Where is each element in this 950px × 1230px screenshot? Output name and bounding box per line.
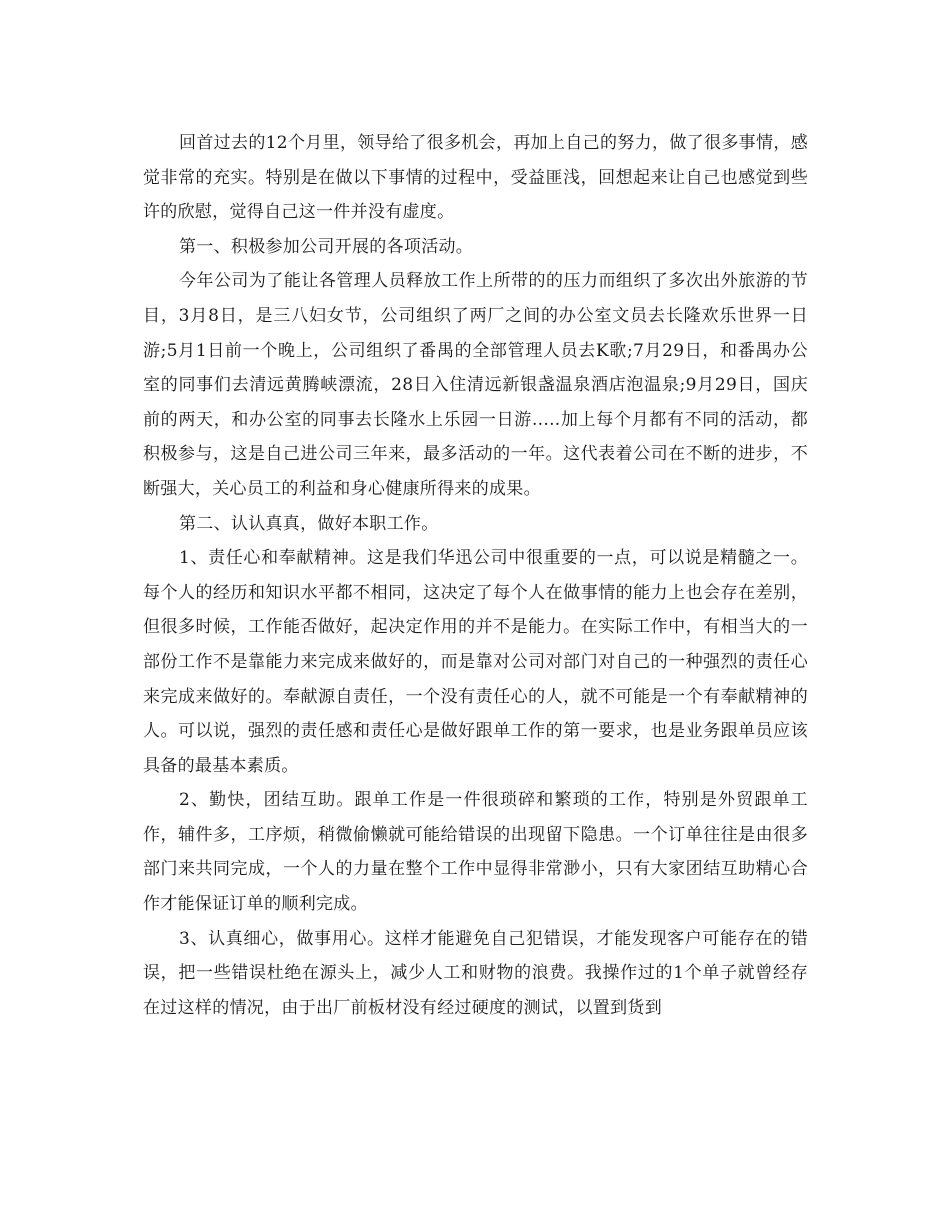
paragraph-responsibility: 1、责任心和奉献精神。这是我们华迅公司中很重要的一点，可以说是精髓之一。每个人的经历和知识水平都不相同，这决定了每个人在做事情的能力上也会存在差别，但很多时候，工作能否做好，起决定作用的并不是能力。在实际工作中，有相当大的一部份工作不是靠能力来完成来做好的，而是靠对公司对部门对自己的一种强烈的责任心来完成来做好的。奉献源自责任，一个没有责任心的人，就不可能是一个有奉献精神的人。可以说，强烈的责任感和责任心是做好跟单工作的第一要求，也是业务跟单员应该具备的最基本素质。 [143,548,808,776]
paragraph-carefulness: 3、认真细心，做事用心。这样才能避免自己犯错误，才能发现客户可能存在的错误，把一些错误杜绝在源头上，减少人工和财物的浪费。我操作过的1个单子就曾经存在过这样的情况，由于出厂前板材没有经过硬度的测试，以置到货到 [143,928,808,1018]
paragraph-teamwork: 2、勤快，团结互助。跟单工作是一件很琐碎和繁琐的工作，特别是外贸跟单工作，辅件多，工序烦，稍微偷懒就可能给错误的出现留下隐患。一个订单往往是由很多部门来共同完成，一个人的力量在整个工作中显得非常渺小，只有大家团结互助精心合作才能保证订单的顺利完成。 [143,790,808,915]
document-page [143,126,808,1025]
paragraph-heading-activities: 第一、积极参加公司开展的各项活动。 [179,236,474,257]
paragraph-intro: 回首过去的12个月里，领导给了很多机会，再加上自己的努力，做了很多事情，感觉非常的充实。特别是在做以下事情的过程中，受益匪浅，回想起来让自己也感觉到些许的欣慰，觉得自己这一件并没有虚度。 [143,133,808,223]
paragraph-activities: 今年公司为了能让各管理人员释放工作上所带的的压力而组织了多次出外旅游的节目，3月8日，是三八妇女节，公司组织了两厂之间的办公室文员去长隆欢乐世界一日游;5月1日前一个晚上，公司组织了番禺的全部管理人员去K歌;7月29日，和番禺办公室的同事们去清远黄腾峡漂流，28日入住清远新银盏温泉酒店泡温泉;9月29日，国庆前的两天，和办公室的同事去长隆水上乐园一日游.....加上每个月都有不同的活动，都积极参与，这是自己进公司三年来，最多活动的一年。这代表着公司在不断的进步，不断强大，关心员工的利益和身心健康所得来的成果。 [143,271,808,499]
paragraph-heading-duties: 第二、认认真真，做好本职工作。 [179,513,439,534]
